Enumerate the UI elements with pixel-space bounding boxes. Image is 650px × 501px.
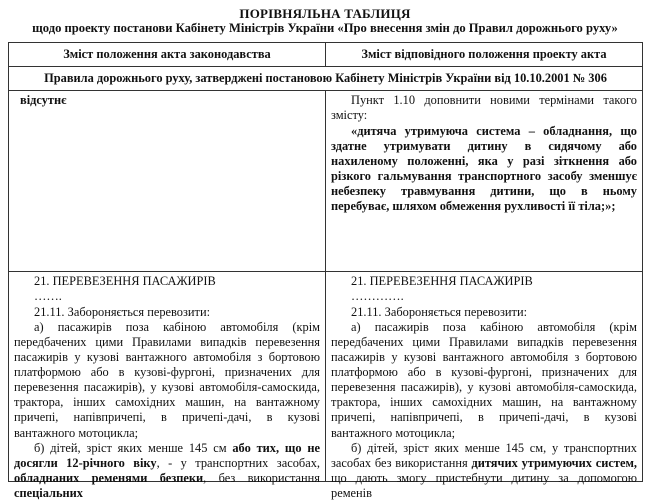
table-row [9, 91, 643, 272]
clause-b-text-2: що дають змогу пристебнути дитину за допомогою ременів [331, 470, 637, 500]
clause-b-bold-1: або тих, що не досягли 12-річного віку [14, 440, 320, 470]
comparison-table [8, 42, 643, 500]
section-heading: 21. ПЕРЕВЕЗЕННЯ ПАСАЖИРІВ [34, 274, 216, 289]
document-title: ПОРІВНЯЛЬНА ТАБЛИЦЯ [239, 6, 411, 21]
clause-item-b [14, 441, 320, 501]
table-cell-left [9, 91, 326, 272]
section-heading: 21. ПЕРЕВЕЗЕННЯ ПАСАЖИРІВ [351, 274, 533, 289]
table-header-row [9, 43, 643, 67]
clause-b-text-2: , - у транспортних засобах, [156, 455, 320, 470]
table-cell-left [9, 272, 326, 500]
clause-item-a: а) пасажирів поза кабіною автомобіля (крім передбачених цими Правилами випадків перевезення пасажирів у кузові вантажного автомобіля з бортовою платформою або в кузові-фургоні, призначених для перевезення пасажирів), у кузові автомобіля-самоскида, трактора, інших самохідних машин, на вантажному причепі, напівпричепі, в причепі-дачі, в кузові вантажного мотоцикла; [331, 319, 637, 440]
clause-item-a: а) пасажирів поза кабіною автомобіля (крім передбачених цими Правилами випадків перевезення пасажирів у кузові вантажного автомобіля з бортовою платформою або в кузові-фургоні, призначених для перевезення пасажирів), у кузові автомобіля-самоскида, трактора, інших самохідних машин, на вантажному причепі, напівпричепі, в причепі-дачі, в кузові вантажного мотоцикла; [14, 319, 320, 440]
clause-title: 21.11. Забороняється перевозити: [351, 304, 528, 319]
clause-title: 21.11. Забороняється перевозити: [34, 304, 211, 319]
amendment-intro: Пункт 1.10 доповнити новими термінами такого змісту: [331, 93, 637, 123]
clause-b-bold-3: спеціальних [14, 486, 84, 500]
table-cell-right [326, 91, 643, 272]
absent-note: відсутнє [20, 93, 67, 108]
column-header-left: Зміст положення акта законодавства [9, 43, 326, 67]
table-row [9, 272, 643, 482]
clause-item-b [331, 441, 637, 501]
document-subtitle: щодо проекту постанови Кабінету Міністрів України «Про внесення змін до Правил дорожнього руху» [32, 21, 618, 35]
clause-b-text: б) дітей, зріст яких менше 145 см [34, 440, 227, 455]
column-header-right: Зміст відповідного положення проекту акта [326, 43, 643, 67]
clause-b-bold-1: дитячих утримуючих систем, [471, 455, 638, 470]
section-title: Правила дорожнього руху, затверджені постановою Кабінету Міністрів України від 10.10.2001 № 306 [9, 67, 643, 91]
section-row [9, 67, 643, 91]
ellipsis: ……. [34, 289, 62, 304]
clause-b-text: б) дітей, зріст яких менше 145 см, у транспортних засобах без використання [331, 440, 637, 470]
amendment-definition: «дитяча утримуюча система – обладнання, що здатне утримувати дитину в сидячому або нахиленому положенні, яка у разі зіткнення або різкого гальмування транспортного засобу зменшує небезпеку травмування дитини, що в ньому перебуває, шляхом обмеження рухливості її тіла;»; [331, 123, 637, 214]
ellipsis: …………. [351, 289, 404, 304]
clause-b-bold-2: обладнаних ременями безпеки [14, 470, 204, 485]
table-cell-right [326, 272, 643, 500]
clause-b-text-3: , без використання [203, 470, 320, 485]
